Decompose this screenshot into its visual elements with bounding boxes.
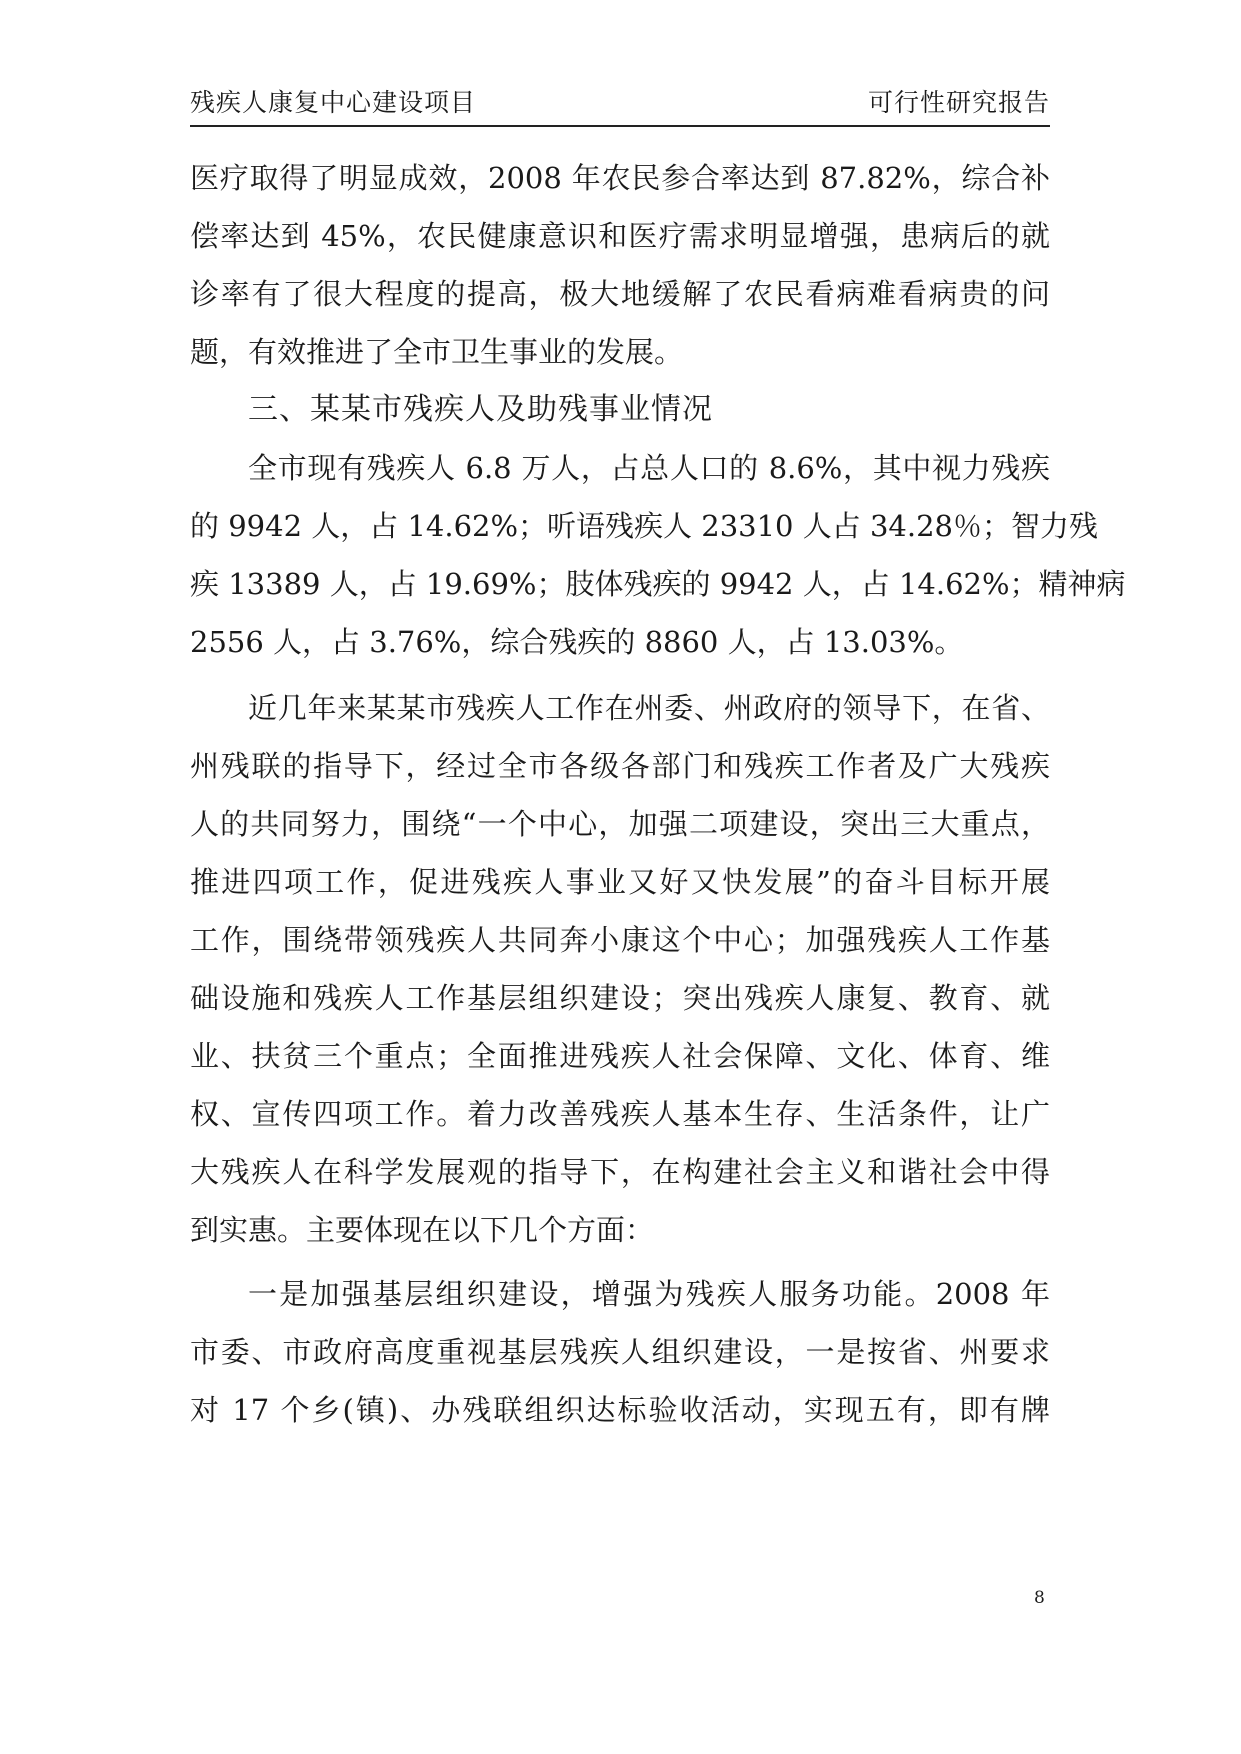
paragraph-line: 推进四项工作，促进残疾人事业又好又快发展”的奋斗目标开展 [190, 865, 1050, 899]
paragraph-line: 业、扶贫三个重点；全面推进残疾人社会保障、文化、体育、维 [190, 1039, 1050, 1073]
paragraph-line: 的 9942 人，占 14.62%；听语残疾人 23310 人占 34.28％；智力残 [190, 509, 1098, 543]
paragraph-line: 近几年来某某市残疾人工作在州委、州政府的领导下，在省、 [248, 691, 1050, 725]
paragraph-line: 人的共同努力，围绕“一个中心，加强二项建设，突出三大重点， [190, 807, 1050, 841]
paragraph-line: 疾 13389 人，占 19.69%；肢体残疾的 9942 人，占 14.62%；精神病 [190, 567, 1126, 601]
paragraph-line: 州残联的指导下，经过全市各级各部门和残疾工作者及广大残疾 [190, 749, 1050, 783]
paragraph-line: 诊率有了很大程度的提高，极大地缓解了农民看病难看病贵的问 [190, 277, 1050, 311]
page-header [190, 88, 1050, 124]
paragraph-line: 础设施和残疾人工作基层组织建设；突出残疾人康复、教育、就 [190, 981, 1050, 1015]
paragraph-line: 权、宣传四项工作。着力改善残疾人基本生存、生活条件，让广 [190, 1097, 1050, 1131]
header-project-title: 残疾人康复中心建设项目 [190, 88, 477, 117]
page-number: 8 [1034, 1588, 1045, 1608]
paragraph-line: 题，有效推进了全市卫生事业的发展。 [190, 335, 684, 369]
paragraph-line: 到实惠。主要体现在以下几个方面： [190, 1213, 655, 1247]
paragraph-line: 对 17 个乡(镇)、办残联组织达标验收活动，实现五有，即有牌 [190, 1393, 1050, 1427]
paragraph-line: 医疗取得了明显成效，2008 年农民参合率达到 87.82%，综合补 [190, 161, 1050, 195]
header-divider [190, 125, 1050, 127]
header-report-title: 可行性研究报告 [867, 88, 1050, 117]
section-heading: 三、某某市残疾人及助残事业情况 [248, 392, 713, 427]
paragraph-line: 工作，围绕带领残疾人共同奔小康这个中心；加强残疾人工作基 [190, 923, 1050, 957]
paragraph-line: 全市现有残疾人 6.8 万人，占总人口的 8.6%，其中视力残疾 [248, 451, 1050, 485]
paragraph-line: 大残疾人在科学发展观的指导下，在构建社会主义和谐社会中得 [190, 1155, 1050, 1189]
paragraph-line: 2556 人，占 3.76%，综合残疾的 8860 人，占 13.03%。 [190, 625, 964, 659]
paragraph-line: 市委、市政府高度重视基层残疾人组织建设，一是按省、州要求 [190, 1335, 1050, 1369]
paragraph-line: 偿率达到 45%，农民健康意识和医疗需求明显增强，患病后的就 [190, 219, 1050, 253]
paragraph-line: 一是加强基层组织建设，增强为残疾人服务功能。2008 年 [248, 1277, 1050, 1311]
